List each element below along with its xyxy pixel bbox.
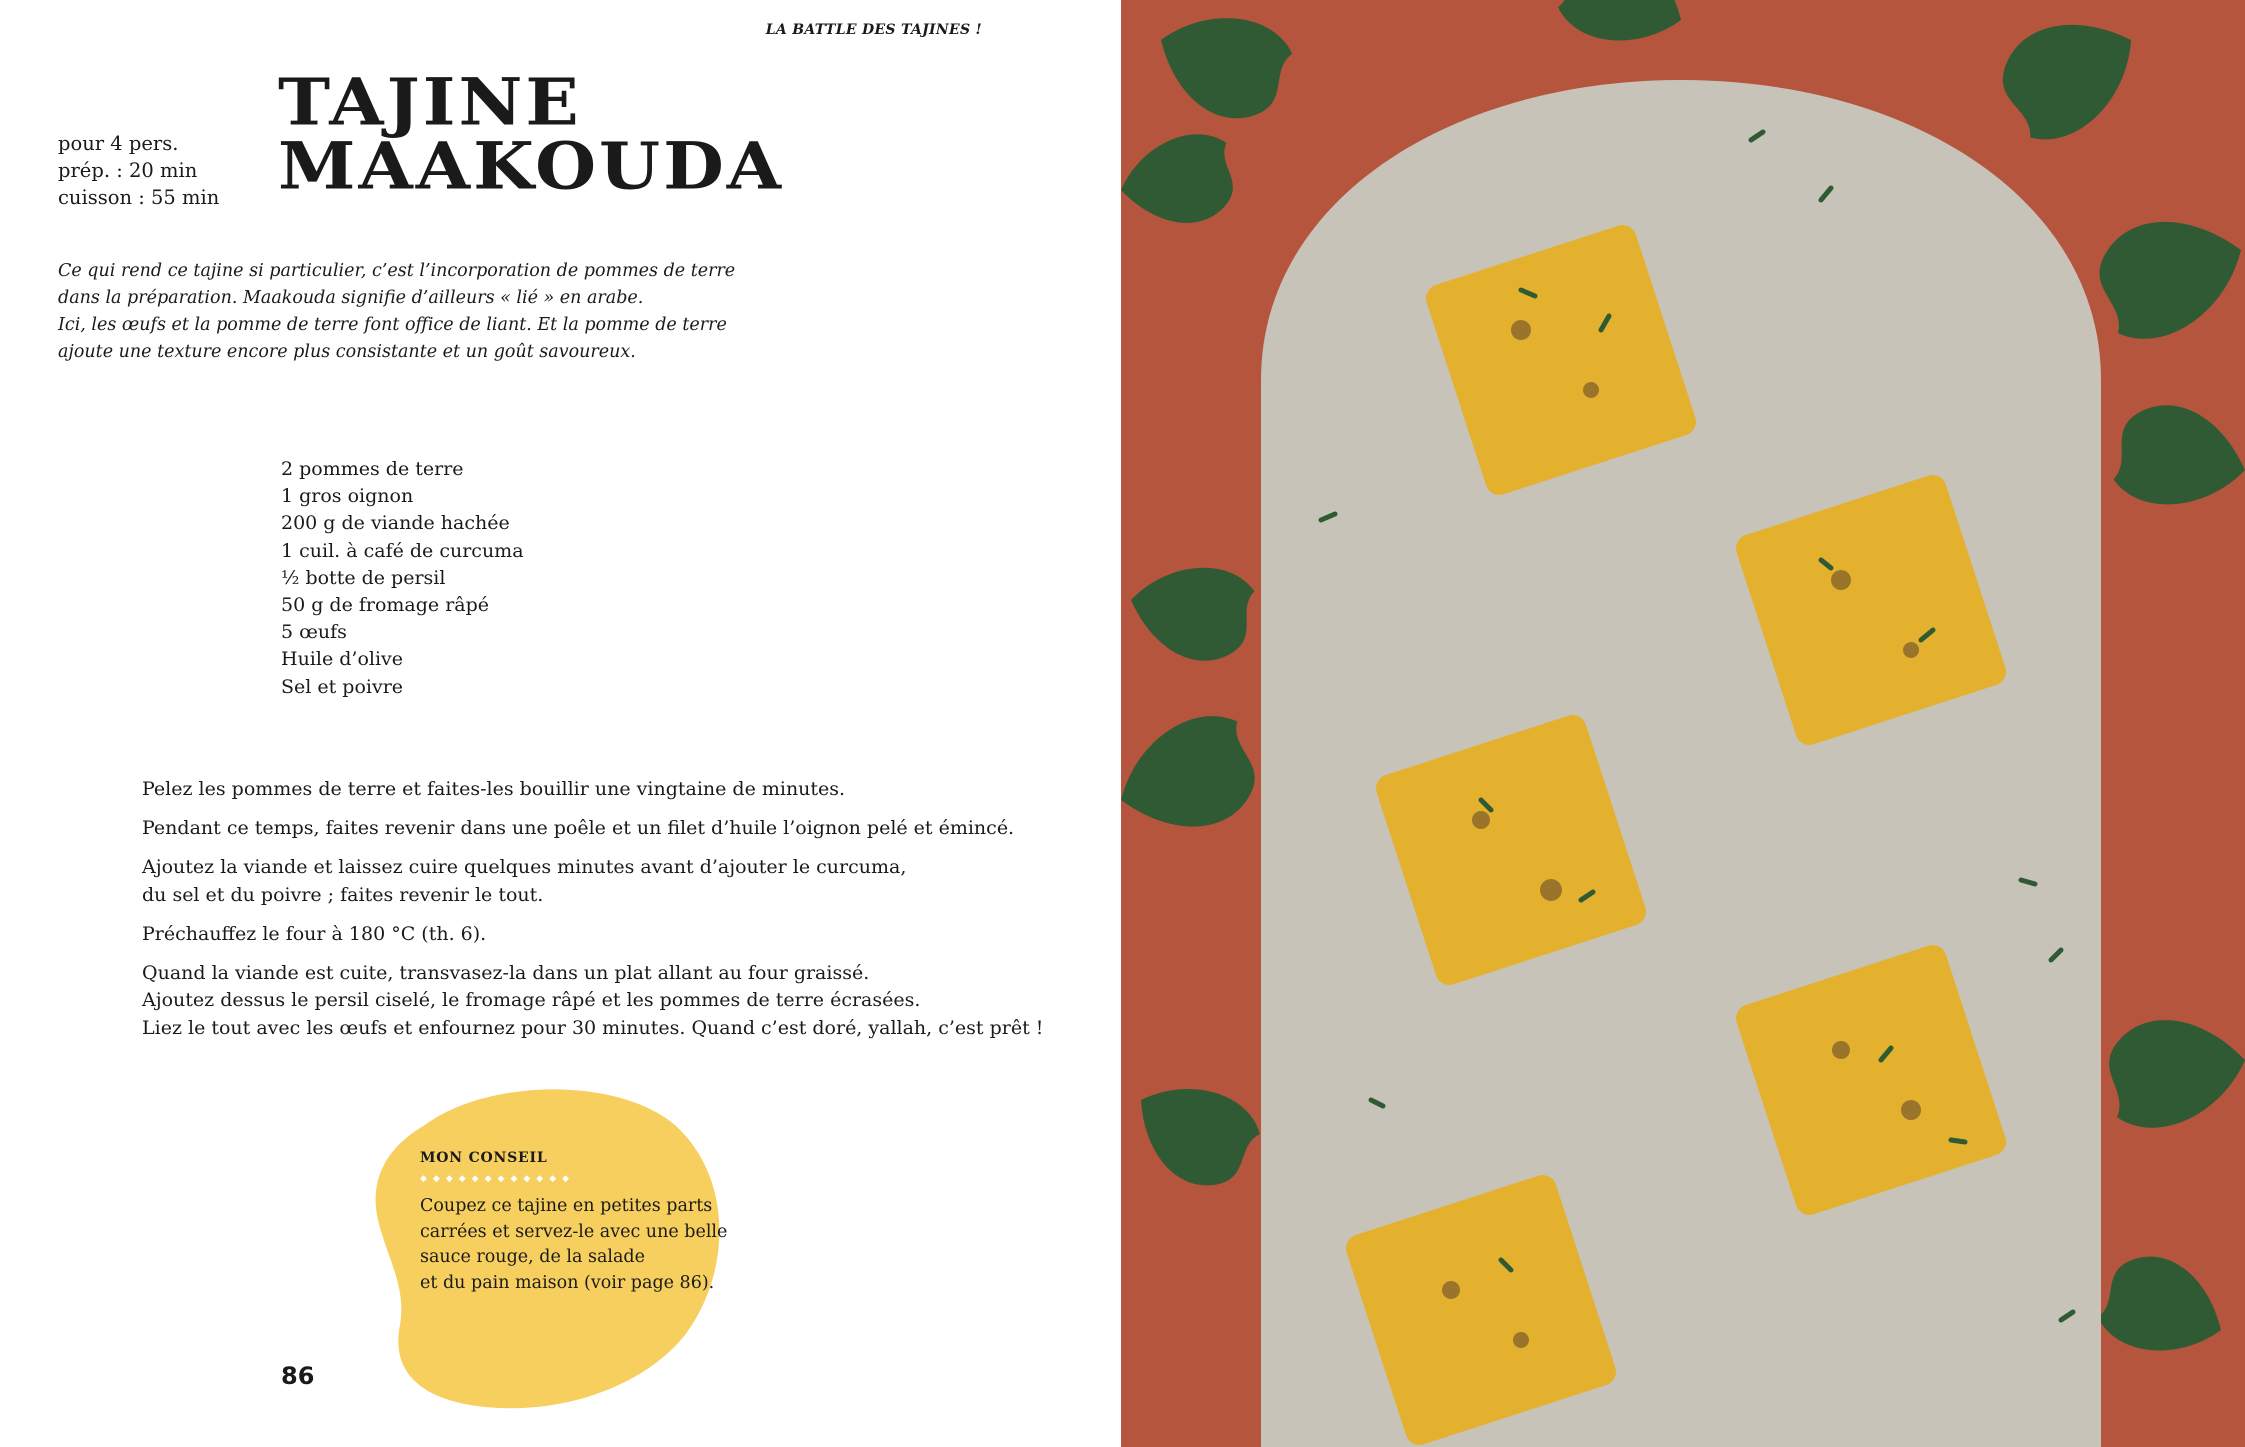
left-page xyxy=(0,0,1120,1447)
browning-spot xyxy=(1901,1100,1921,1120)
ingredients-list xyxy=(281,456,524,701)
ingredient-item: Huile d’olive xyxy=(281,648,404,671)
step-5 xyxy=(142,960,1044,1043)
intro-line: Ici, les œufs et la pomme de terre font office de liant. Et la pomme de terre xyxy=(58,315,727,335)
running-head: LA BATTLE DES TAJINES ! xyxy=(765,22,982,38)
step-line: Pendant ce temps, faites revenir dans une poêle et un filet d’huile l’oignon pelé et émincé. xyxy=(142,817,1015,839)
ingredient-item: 50 g de fromage râpé xyxy=(281,594,490,617)
title-line-2: MAAKOUDA xyxy=(278,127,785,205)
step-line: Préchauffez le four à 180 °C (th. 6). xyxy=(142,922,487,945)
recipe-meta xyxy=(58,130,219,211)
browning-spot xyxy=(1831,570,1851,590)
intro-line: dans la préparation. Maakouda signifie d’ailleurs « lié » en arabe. xyxy=(58,288,644,308)
step-2 xyxy=(142,815,1022,843)
ingredient-item: Sel et poivre xyxy=(281,675,404,698)
ingredient-item: 5 œufs xyxy=(281,621,347,644)
tip-divider: ◆◆◆◆◆◆◆◆◆◆◆◆ xyxy=(420,1174,576,1184)
tip-line: sauce rouge, de la salade xyxy=(420,1247,645,1267)
ingredient-item: 1 cuil. à café de curcuma xyxy=(281,539,524,562)
prep-time: prép. : 20 min xyxy=(58,159,198,182)
intro-line: ajoute une texture encore plus consistante et un goût savoureux. xyxy=(58,342,636,362)
tip-line: et du pain maison (voir page 86). xyxy=(420,1272,715,1293)
ingredient-item: 2 pommes de terre xyxy=(281,458,464,480)
step-3 xyxy=(142,854,1022,909)
step-line: Ajoutez la viande et laissez cuire quelques minutes avant d’ajouter le curcuma, xyxy=(142,856,907,878)
parsley-bit xyxy=(1951,1140,1965,1142)
browning-spot xyxy=(1472,811,1490,829)
browning-spot xyxy=(1903,642,1919,658)
tip-text xyxy=(420,1194,728,1296)
step-line: Pelez les pommes de terre et faites-les bouillir une vingtaine de minutes. xyxy=(142,778,846,800)
step-4 xyxy=(142,921,1022,949)
recipe-photo xyxy=(1121,0,2245,1447)
page-number: 86 xyxy=(281,1362,315,1390)
cook-time: cuisson : 55 min xyxy=(58,186,220,209)
tip-line: Coupez ce tajine en petites parts xyxy=(420,1196,713,1216)
tip-title: MON CONSEIL xyxy=(420,1150,548,1166)
intro-paragraph xyxy=(58,258,758,366)
steps-list xyxy=(142,776,1044,1054)
tip-box xyxy=(420,1150,728,1296)
step-1 xyxy=(142,776,1022,804)
intro-line: Ce qui rend ce tajine si particulier, c’est l’incorporation de pommes de terre xyxy=(58,261,736,281)
browning-spot xyxy=(1442,1281,1460,1299)
step-line: Ajoutez dessus le persil ciselé, le fromage râpé et les pommes de terre écrasées. xyxy=(142,989,921,1011)
browning-spot xyxy=(1540,879,1562,901)
step-line: Liez le tout avec les œufs et enfournez pour 30 minutes. Quand c’est doré, yallah, c’est prêt ! xyxy=(142,1016,1044,1039)
servings: pour 4 pers. xyxy=(58,132,179,155)
ingredient-item: 200 g de viande hachée xyxy=(281,512,510,535)
browning-spot xyxy=(1511,320,1531,340)
title-line-1: TAJINE xyxy=(278,63,582,140)
recipe-title xyxy=(278,63,785,205)
tip-line: carrées et servez-le avec une belle xyxy=(420,1221,728,1242)
browning-spot xyxy=(1513,1332,1529,1348)
ingredient-item: 1 gros oignon xyxy=(281,485,414,508)
step-line: du sel et du poivre ; faites revenir le tout. xyxy=(142,883,544,906)
photo-illustration xyxy=(1121,0,2245,1447)
browning-spot xyxy=(1832,1041,1850,1059)
step-line: Quand la viande est cuite, transvasez-la dans un plat allant au four graissé. xyxy=(142,961,870,984)
ingredient-item: ½ botte de persil xyxy=(281,566,446,589)
browning-spot xyxy=(1583,382,1599,398)
